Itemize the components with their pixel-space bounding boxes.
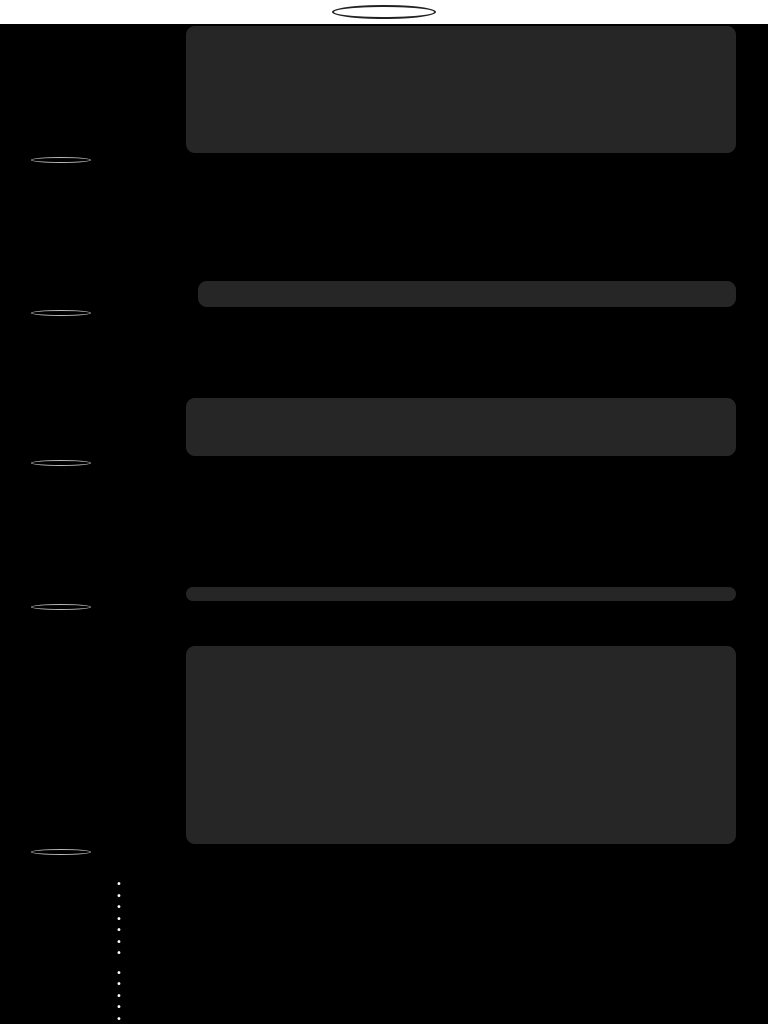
bullet-icon: • bbox=[116, 879, 122, 890]
user-message bbox=[186, 646, 736, 844]
assistant-message bbox=[116, 160, 712, 274]
bullet-list bbox=[116, 879, 712, 960]
user-message bbox=[186, 398, 736, 456]
assistant-avatar bbox=[31, 460, 91, 466]
list-marker bbox=[116, 516, 156, 528]
list-item bbox=[116, 991, 712, 1003]
conversation[interactable] bbox=[0, 24, 768, 1024]
assistant-paragraph bbox=[116, 850, 712, 873]
assistant-avatar bbox=[31, 310, 91, 316]
assistant-avatar bbox=[31, 604, 91, 610]
list-item bbox=[116, 925, 712, 937]
assistant-message bbox=[116, 850, 712, 1024]
bullet-icon: • bbox=[116, 967, 122, 979]
bullet-icon: • bbox=[116, 1002, 122, 1013]
list-item bbox=[116, 1014, 712, 1024]
bullet-icon: • bbox=[116, 979, 122, 990]
list-item bbox=[116, 979, 712, 991]
list-item bbox=[116, 1002, 712, 1014]
indented-block bbox=[160, 490, 712, 552]
list-item bbox=[116, 968, 712, 980]
bullet-icon: • bbox=[116, 948, 122, 959]
assistant-message bbox=[116, 606, 712, 642]
bullet-icon: • bbox=[116, 913, 122, 925]
list-item bbox=[116, 902, 712, 914]
bullet-icon: • bbox=[116, 890, 122, 902]
list-item bbox=[116, 879, 712, 891]
bullet-icon: • bbox=[116, 902, 122, 913]
assistant-message bbox=[116, 462, 712, 486]
bullet-list bbox=[116, 968, 712, 1024]
user-message bbox=[186, 26, 736, 153]
assistant-message bbox=[116, 556, 712, 582]
assistant-avatar bbox=[31, 849, 91, 855]
list-item bbox=[116, 937, 712, 949]
assistant-avatar bbox=[31, 157, 91, 163]
list-item bbox=[116, 948, 712, 960]
list-item bbox=[116, 891, 712, 903]
user-message bbox=[198, 281, 736, 307]
top-bar bbox=[0, 0, 768, 24]
assistant-message bbox=[116, 313, 712, 393]
bullet-icon: • bbox=[116, 990, 122, 1002]
app-logo[interactable] bbox=[332, 5, 436, 19]
bullet-icon: • bbox=[116, 925, 122, 936]
list-item bbox=[116, 914, 712, 926]
user-message bbox=[186, 587, 736, 601]
bullet-icon: • bbox=[116, 1013, 122, 1024]
bullet-icon: • bbox=[116, 936, 122, 948]
